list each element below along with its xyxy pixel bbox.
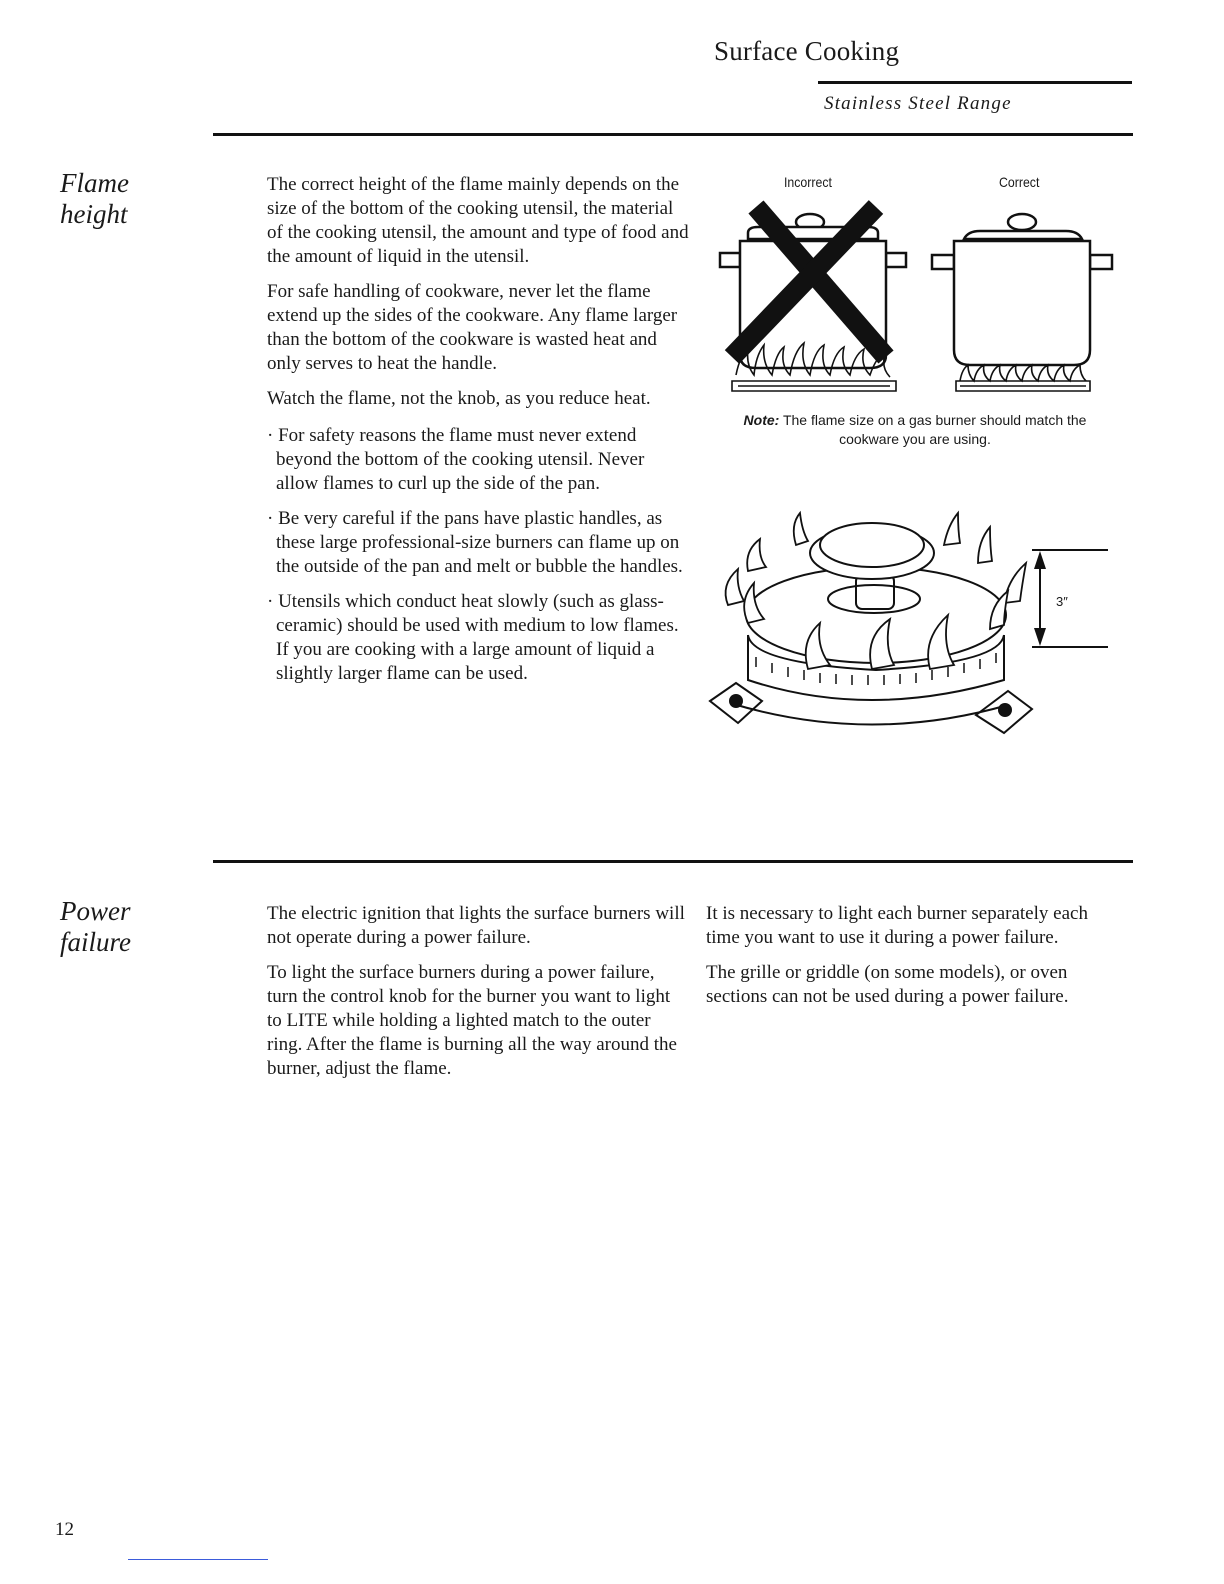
flame-height-bullet: · Utensils which conduct heat slowly (such as glass-ceramic) should be used with medium to low flames. If you are cooking with a large amount of liquid a slightly larger flame can be used. <box>267 591 679 684</box>
correct-label: Correct <box>999 174 1040 190</box>
footer-link-underline <box>128 1559 268 1560</box>
power-failure-heading-line1: Power <box>60 896 131 926</box>
power-failure-paragraph: The grille or griddle (on some models), or oven sections can not be used during a power failure. <box>706 962 1069 1007</box>
dimension-arrow-up <box>1034 551 1046 569</box>
incorrect-label: Incorrect <box>784 174 832 190</box>
page-number: 12 <box>55 1519 74 1540</box>
flame-height-bullet: · For safety reasons the flame must never extend beyond the bottom of the cooking utensil. Never allow flames to curl up the side of the pan. <box>267 425 645 494</box>
page-subtitle: Stainless Steel Range <box>824 93 1012 114</box>
power-failure-left-text <box>267 902 687 1092</box>
burner-illustration <box>708 505 1128 745</box>
flame-height-paragraph: For safe handling of cookware, never let the flame extend up the sides of the cookware. Any flame larger than the bottom of the cookware is wasted heat and only serves to heat the handle. <box>267 281 678 374</box>
incorrect-pot-illustration <box>718 205 908 400</box>
power-failure-paragraph: The electric ignition that lights the surface burners will not operate during a power failure. <box>267 903 685 948</box>
dimension-label: 3″ <box>1056 594 1068 609</box>
burner-port-left <box>729 694 743 708</box>
figure-note <box>715 411 1115 449</box>
burner-port-right <box>998 703 1012 717</box>
power-failure-heading-line2: failure <box>60 927 131 957</box>
dimension-arrow-down <box>1034 628 1046 646</box>
section-divider-top <box>213 133 1133 136</box>
flame-height-heading <box>60 168 129 230</box>
flame-height-paragraph: Watch the flame, not the knob, as you reduce heat. <box>267 388 651 409</box>
flame-height-paragraph: The correct height of the flame mainly depends on the size of the bottom of the cooking utensil, the material of the cooking utensil, the amount and type of food and the amount of liquid in the utensil. <box>267 174 689 267</box>
correct-flames <box>956 365 1090 391</box>
power-failure-paragraph: To light the surface burners during a power failure, turn the control knob for the burner you want to light to LITE while holding a lighted match to the outer ring. After the flame is burning all the way around the burner, adjust the flame. <box>267 962 677 1079</box>
power-failure-right-text <box>706 902 1106 1020</box>
figure-note-text: The flame size on a gas burner should match the cookware you are using. <box>782 412 1087 447</box>
flame-height-bullet: · Be very careful if the pans have plastic handles, as these large professional-size burners can flame up on the outside of the pan and melt or bubble the handles. <box>267 508 683 577</box>
power-failure-heading <box>60 896 131 958</box>
page-title: Surface Cooking <box>714 36 900 66</box>
flame-height-heading-line2: height <box>60 199 128 229</box>
flame-height-heading-line1: Flame <box>60 168 129 198</box>
power-failure-paragraph: It is necessary to light each burner separately each time you want to use it during a power failure. <box>706 903 1088 948</box>
correct-pot-illustration <box>930 205 1120 400</box>
section-divider-middle <box>213 860 1133 863</box>
figure-note-label: Note: <box>743 412 780 428</box>
title-rule <box>818 81 1132 84</box>
flame-height-text <box>267 173 689 697</box>
